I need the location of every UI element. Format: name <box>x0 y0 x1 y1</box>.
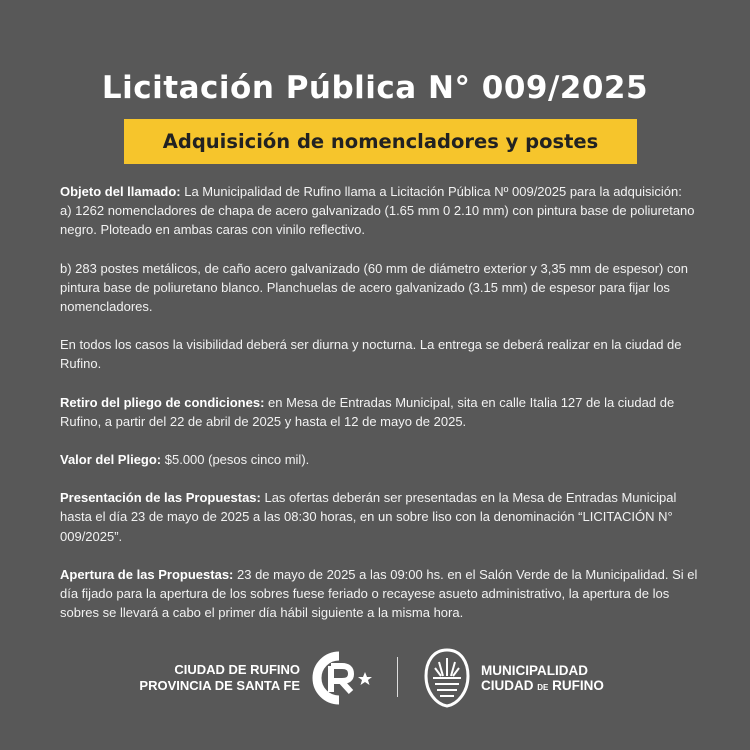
subtitle: Adquisición de nomencladores y postes <box>162 130 599 153</box>
municipality-city-word: CIUDAD <box>481 678 538 693</box>
objeto-paragraph <box>60 182 700 240</box>
presentacion-label: Presentación de las Propuestas: <box>60 490 261 506</box>
province-name: PROVINCIA DE SANTA FE <box>139 678 300 693</box>
footer <box>0 648 750 708</box>
municipality-rufino-word: RUFINO <box>548 678 604 693</box>
item-b: b) 283 postes metálicos, de caño acero galvanizado (60 mm de diámetro exterior y 3,35 mm de espesor) con pintura base de poliuretano blanco. Planchuelas de acero galvanizado (3.15 mm) de espesor para fijar los nomencladores. <box>60 260 688 315</box>
objeto-text: La Municipalidad de Rufino llama a Licitación Pública Nº 009/2025 para la adquisición: <box>180 184 682 199</box>
municipality-line2 <box>481 678 604 695</box>
municipality-line1: MUNICIPALIDAD <box>481 663 588 678</box>
valor-label: Valor del Pliego: <box>60 452 162 468</box>
apertura-text: 23 de mayo de 2025 a las 09:00 hs. en el Salón Verde de la Municipalidad. Si el día fijado para la apertura de los sobres fuese feriado o recayese asueto administrativo, la apertura de los sobres se llevará a cabo el primer día hábil siguiente a la misma hora. <box>60 566 698 621</box>
city-province-text <box>139 662 300 694</box>
item-b-paragraph <box>60 259 700 317</box>
cr-logo-icon <box>309 650 381 706</box>
retiro-text: en Mesa de Entradas Municipal, sita en calle Italia 127 de la ciudad de Rufino, a partir del 22 de abril de 2025 y hasta el 12 de mayo de 2025. <box>60 394 675 429</box>
city-name: CIUDAD DE RUFINO <box>174 662 300 677</box>
municipality-de-word: DE <box>537 683 549 692</box>
visibilidad-paragraph <box>60 335 700 373</box>
visibilidad-text: En todos los casos la visibilidad deberá ser diurna y nocturna. La entrega se deberá realizar en la ciudad de Rufino. <box>60 337 682 372</box>
footer-divider <box>397 657 398 697</box>
presentacion-text: Las ofertas deberán ser presentadas en la Mesa de Entradas Municipal hasta el día 23 de mayo de 2025 a las 08:30 horas, en un sobre liso con la denominación “LICITACIÓN N° 009/2025”. <box>60 490 677 544</box>
body-text <box>60 182 700 641</box>
apertura-label: Apertura de las Propuestas: <box>60 566 234 582</box>
valor-paragraph <box>60 450 700 469</box>
retiro-label: Retiro del pliego de condiciones: <box>60 394 265 410</box>
page-title: Licitación Pública N° 009/2025 <box>101 70 649 106</box>
retiro-paragraph <box>60 393 700 431</box>
municipal-seal-icon <box>423 648 471 708</box>
municipality-text <box>481 663 604 695</box>
presentacion-paragraph <box>60 488 700 546</box>
item-a: a) 1262 nomencladores de chapa de acero galvanizado (1.65 mm 0 2.10 mm) con pintura base de poliuretano negro. Ploteado en ambas caras con vinilo reflectivo. <box>60 203 695 238</box>
apertura-paragraph <box>60 565 700 623</box>
valor-text: $5.000 (pesos cinco mil). <box>161 452 310 468</box>
subtitle-banner <box>124 119 637 164</box>
objeto-label: Objeto del llamado: <box>60 184 181 199</box>
